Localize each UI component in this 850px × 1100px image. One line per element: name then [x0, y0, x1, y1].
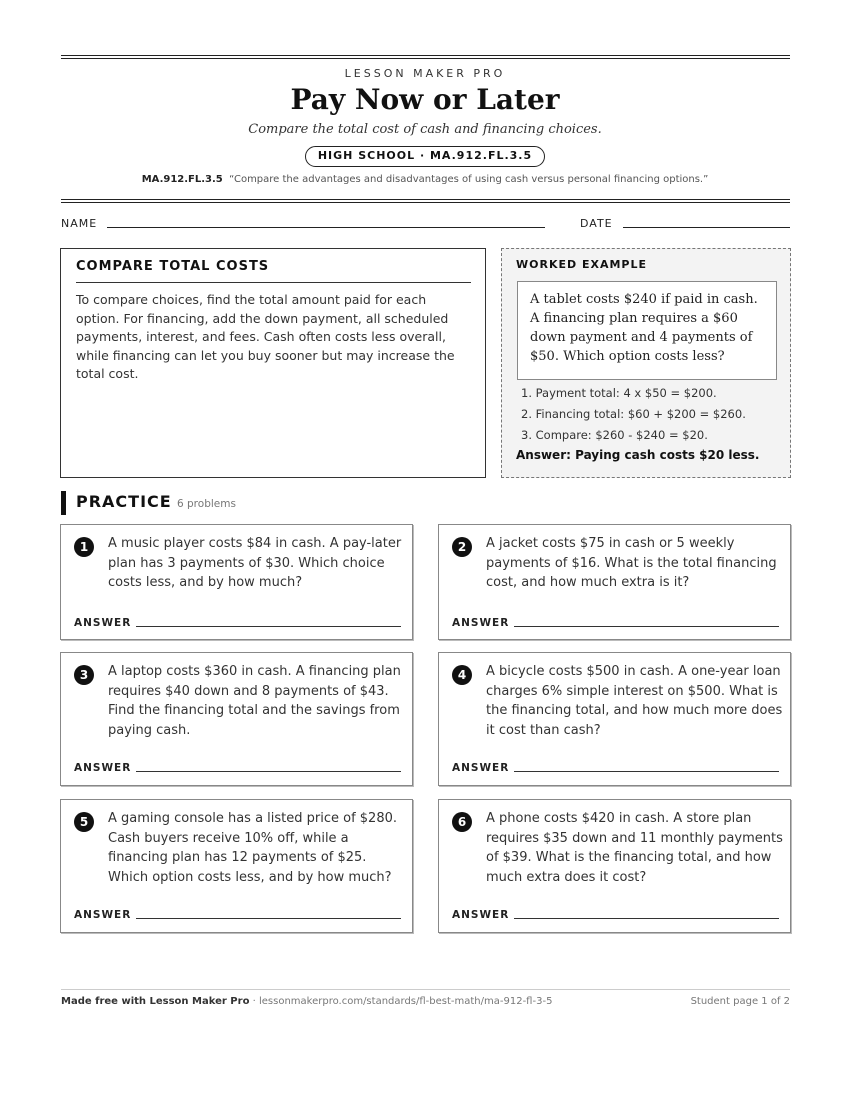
answer-label: ANSWER — [74, 909, 132, 921]
problem-number: 2 — [452, 537, 472, 557]
problem-text: A music player costs $84 in cash. A pay-later plan has 3 payments of $30. Which choice costs less, and by how much? — [108, 536, 402, 590]
problem-text: A gaming console has a listed price of $280. Cash buyers receive 10% off, while a financing plan has 12 payments of $25. Which option costs less, and by how much? — [108, 811, 398, 885]
name-label: NAME — [61, 217, 98, 230]
answer-line[interactable] — [136, 918, 401, 919]
standard-code: MA.912.FL.3.5 — [141, 174, 223, 185]
problem-card-1 — [60, 524, 413, 640]
header-top-rule-2 — [61, 58, 790, 59]
problem-number: 5 — [74, 812, 94, 832]
step-3: 3. Compare: $260 - $240 = $20. — [521, 428, 708, 442]
problem-number: 4 — [452, 665, 472, 685]
answer-label: ANSWER — [452, 909, 510, 921]
worked-example-box — [501, 248, 791, 478]
answer-line[interactable] — [136, 771, 401, 772]
standard-text: “Compare the advantages and disadvantages of using cash versus personal financing options.” — [229, 174, 709, 185]
page-title: Pay Now or Later — [290, 83, 560, 116]
worked-example-answer: Answer: Paying cash costs $20 less. — [516, 448, 760, 462]
header-top-rule — [61, 55, 790, 56]
footer-credit — [61, 996, 552, 1007]
problem-card-3 — [60, 652, 413, 786]
problem-text: A bicycle costs $500 in cash. A one-year loan charges 6% simple interest on $500. What is the financing total, and how much more does it cost than cash? — [486, 664, 783, 738]
answer-label: ANSWER — [74, 762, 132, 774]
concept-box — [60, 248, 486, 478]
problem-card-2 — [438, 524, 791, 640]
worked-example-label: WORKED EXAMPLE — [516, 258, 647, 271]
worked-example-problem: A tablet costs $240 if paid in cash. A financing plan requires a $60 down payment and 4 payments of $50. Which option costs less? — [517, 281, 777, 380]
footer-made-with: Made free with Lesson Maker Pro — [61, 996, 250, 1007]
problem-text: A jacket costs $75 in cash or 5 weekly payments of $16. What is the total financing cost, and how much extra is it? — [486, 536, 777, 590]
date-field[interactable] — [623, 227, 790, 228]
problem-card-4 — [438, 652, 791, 786]
problem-text: A laptop costs $360 in cash. A financing plan requires $40 down and 8 payments of $43. Find the financing total and the savings from paying cash. — [108, 664, 401, 738]
step-1: 1. Payment total: 4 x $50 = $200. — [521, 386, 717, 400]
worked-example-steps — [521, 383, 746, 446]
problem-text: A phone costs $420 in cash. A store plan requires $35 down and 11 monthly payments of $39. What is the financing total, and how much extra does it cost? — [486, 811, 783, 885]
brand-name: LESSON MAKER PRO — [344, 67, 506, 80]
footer-url[interactable]: · lessonmakerpro.com/standards/fl-best-math/ma-912-fl-3-5 — [249, 996, 553, 1007]
concept-divider — [76, 282, 471, 283]
answer-line[interactable] — [514, 771, 779, 772]
concept-heading: COMPARE TOTAL COSTS — [76, 259, 270, 274]
name-field[interactable] — [107, 227, 545, 228]
header-bottom-rule-2 — [61, 202, 790, 203]
practice-count: 6 problems — [177, 498, 236, 510]
page-subtitle: Compare the total cost of cash and financing choices. — [248, 122, 602, 137]
answer-label: ANSWER — [452, 762, 510, 774]
practice-heading: PRACTICE — [76, 492, 172, 511]
practice-accent-bar — [61, 491, 66, 515]
problem-card-5 — [60, 799, 413, 933]
grade-standard-pill: HIGH SCHOOL · MA.912.FL.3.5 — [305, 146, 545, 167]
problem-number: 3 — [74, 665, 94, 685]
date-label: DATE — [580, 217, 613, 230]
answer-line[interactable] — [136, 626, 401, 627]
answer-line[interactable] — [514, 918, 779, 919]
answer-label: ANSWER — [74, 617, 132, 629]
problem-card-6 — [438, 799, 791, 933]
problem-number: 6 — [452, 812, 472, 832]
concept-body: To compare choices, find the total amount paid for each option. For financing, add the down payment, all scheduled payments, interest, and fees. Cash often costs less overall, while financing can let you buy sooner but may increase the total cost. — [76, 292, 455, 381]
header-bottom-rule — [61, 199, 790, 200]
footer-page-number: Student page 1 of 2 — [690, 996, 790, 1007]
standard-line — [0, 174, 850, 185]
answer-label: ANSWER — [452, 617, 510, 629]
footer-rule — [61, 989, 790, 990]
problem-number: 1 — [74, 537, 94, 557]
step-2: 2. Financing total: $60 + $200 = $260. — [521, 407, 746, 421]
answer-line[interactable] — [514, 626, 779, 627]
